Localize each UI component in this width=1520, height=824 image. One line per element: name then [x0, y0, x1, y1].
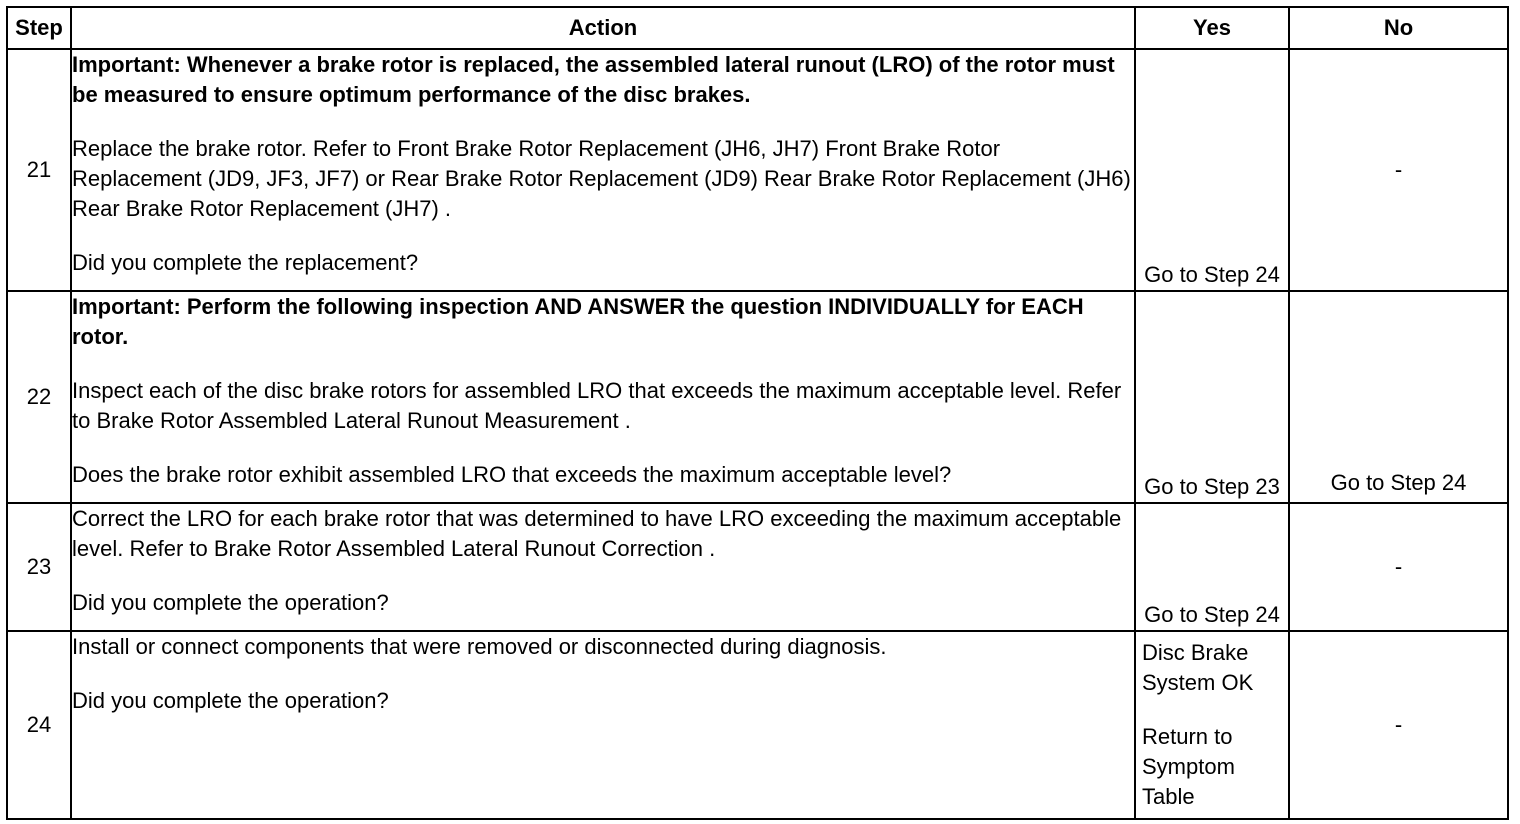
table-row-step-23 — [7, 503, 1508, 631]
instruction-text: Replace the brake rotor. Refer to Front Brake Rotor Replacement (JH6, JH7) Front Brake Rotor Replacement (JD9, JF3, JF7) or Rear Brake Rotor Replacement (JD9) Rear Brake Rotor Replacement (JH6) Rear Brake Rotor Replacement (JH7) . — [72, 136, 1131, 221]
diagnostic-table — [6, 6, 1509, 820]
instruction-text: Inspect each of the disc brake rotors for assembled LRO that exceeds the maximum acceptable level. Refer to Brake Rotor Assembled Lateral Runout Measurement . — [72, 378, 1122, 433]
no-cell: - — [1289, 503, 1508, 631]
action-cell — [71, 49, 1135, 291]
question-text: Does the brake rotor exhibit assembled LRO that exceeds the maximum acceptable level? — [72, 462, 952, 487]
step-number: 23 — [7, 503, 71, 631]
action-cell — [71, 291, 1135, 503]
header-step: Step — [7, 7, 71, 49]
instruction-text: Install or connect components that were removed or disconnected during diagnosis. — [72, 634, 887, 659]
yes-cell: Go to Step 24 — [1135, 49, 1289, 291]
step-number: 21 — [7, 49, 71, 291]
yes-result-return: Return to Symptom Table — [1142, 724, 1235, 809]
no-cell: Go to Step 24 — [1289, 291, 1508, 503]
yes-cell — [1135, 631, 1289, 819]
yes-cell: Go to Step 24 — [1135, 503, 1289, 631]
no-cell: - — [1289, 49, 1508, 291]
important-note: Important: Whenever a brake rotor is replaced, the assembled lateral runout (LRO) of the rotor must be measured to ensure optimum performance of the disc brakes. — [72, 52, 1115, 107]
instruction-text: Correct the LRO for each brake rotor that was determined to have LRO exceeding the maximum acceptable level. Refer to Brake Rotor Assembled Lateral Runout Correction . — [72, 506, 1122, 561]
header-action: Action — [71, 7, 1135, 49]
step-number: 24 — [7, 631, 71, 819]
yes-cell: Go to Step 23 — [1135, 291, 1289, 503]
action-cell — [71, 503, 1135, 631]
action-cell — [71, 631, 1135, 819]
table-row-step-24 — [7, 631, 1508, 819]
header-row — [7, 7, 1508, 49]
yes-result-ok: Disc Brake System OK — [1142, 640, 1254, 695]
no-cell: - — [1289, 631, 1508, 819]
table-row-step-21 — [7, 49, 1508, 291]
step-number: 22 — [7, 291, 71, 503]
question-text: Did you complete the operation? — [72, 590, 389, 615]
header-no: No — [1289, 7, 1508, 49]
question-text: Did you complete the operation? — [72, 688, 389, 713]
header-yes: Yes — [1135, 7, 1289, 49]
table-row-step-22 — [7, 291, 1508, 503]
question-text: Did you complete the replacement? — [72, 250, 419, 275]
important-note: Important: Perform the following inspection AND ANSWER the question INDIVIDUALLY for EACH rotor. — [72, 294, 1084, 349]
